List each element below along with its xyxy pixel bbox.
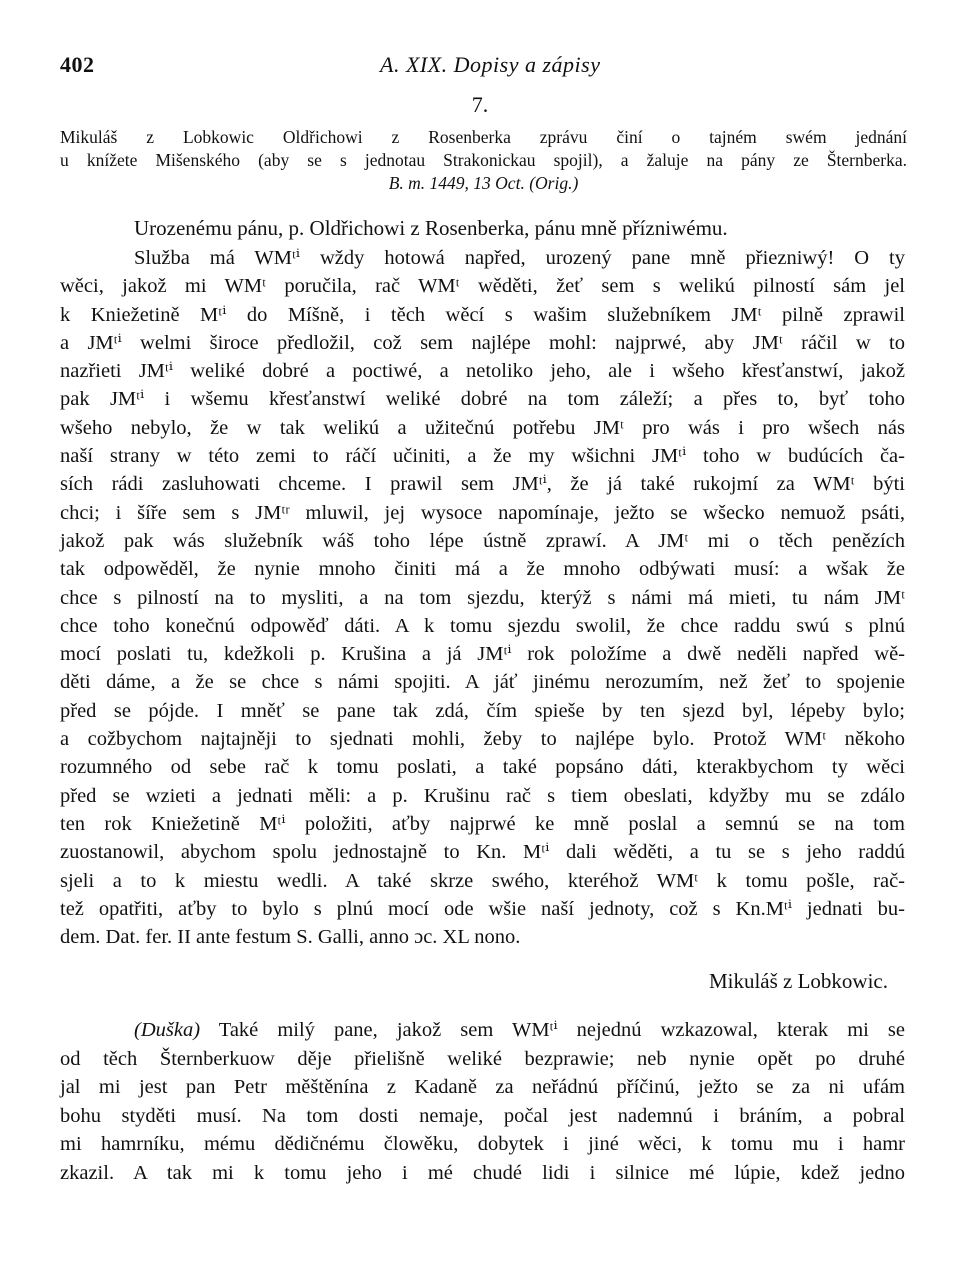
letter-line: wšeho nebylo, že w tak welikú a užitečnú potřebu JMᵗ pro wás i pro wšech nás xyxy=(60,416,905,439)
letter-body xyxy=(60,244,905,951)
letter-line: jakož pak wás služebník wáš toho lépe ústně zprawí. A JMᵗ mi o těch penězích xyxy=(60,529,905,552)
letter-line: před se pójde. I mněť se pane tak zdá, čím spieše by ten sjezd byl, lépeby bylo; xyxy=(60,699,905,722)
postscript-line: od těch Šternberkuow děje přielišně weliké bezprawie; neb nynie opět po druhé xyxy=(60,1047,905,1070)
letter-line: zuostanowil, abychom spolu jednostajně to Kn. Mᵗⁱ dali wěděti, a tu se s jeho raddú xyxy=(60,841,905,864)
postscript-first-text: Také milý pane, jakož sem WMᵗⁱ nejednú wzkazowal, kterak mi se xyxy=(200,1019,905,1041)
letter-line: děti dáme, a že se chce s námi spojiti. A jáť jinému nerozumím, než žeť to spojenie xyxy=(60,671,905,694)
salutation: Urozenému pánu, p. Oldřichowi z Rosenberka, pánu mně přízniwému. xyxy=(134,216,728,240)
letter-line: naší strany w této zemi to ráčí učiniti, a že my wšichni JMᵗⁱ toho w budúcích ča- xyxy=(60,445,905,468)
letter-line: wěci, jakož mi WMᵗ poručila, rač WMᵗ wěděti, žeť sem s welikú pilností sám jel xyxy=(60,275,905,298)
letter-line: chci; i šíře sem s JMᵗʳ mluwil, jej wysoce napomínaje, ježto se wšecko nemuož psáti, xyxy=(60,501,905,524)
document-number: 7. xyxy=(471,92,489,117)
date-line: B. m. 1449, 13 Oct. (Orig.) xyxy=(388,173,579,193)
page-number: 402 xyxy=(60,52,95,77)
postscript-line: jal mi jest pan Petr měštěnína z Kadaně za neřádnú příčinú, ježto se za ni ufám xyxy=(60,1076,905,1099)
letter-line: Služba má WMᵗⁱ wždy hotowá napřed, urozený pane mně přiezniwý! O ty xyxy=(134,247,905,269)
postscript-first-line xyxy=(60,1016,905,1045)
postscript xyxy=(60,1016,905,1188)
letter-line: tež opatřiti, aťby to bylo s plnú mocí ode wšie naší jednoty, což s Kn.Mᵗⁱ jednati bu- xyxy=(60,897,905,920)
letter-line: rozumného od sebe rač k tomu poslati, a také popsáno dáti, kterakbychom ty wěci xyxy=(60,756,905,779)
letter-line: nazřieti JMᵗⁱ weliké dobré a poctiwé, a netoliko jeho, ale i wšeho křesťanstwí, jakož xyxy=(60,360,905,383)
letter-line: pak JMᵗⁱ i wšemu křesťanstwí weliké dobré na tom záleží; a přes to, byť toho xyxy=(60,388,905,411)
summary-line: Mikuláš z Lobkowic Oldřichowi z Rosenberka zprávu činí o tajném swém jednání xyxy=(60,127,907,147)
signature: Mikuláš z Lobkowic. xyxy=(708,969,888,993)
postscript-line: zkazil. A tak mi k tomu jeho i mé chudé lidi i silnice mé lúpie, kdež jedno xyxy=(60,1161,905,1184)
letter-line: před se wzieti a jednati měli: a p. Krušinu rač s tiem obeslati, kdyžby mu se zdálo xyxy=(60,784,905,807)
letter-line: mocí poslati tu, kdežkoli p. Krušina a já JMᵗⁱ rok položíme a dwě neděli napřed wě- xyxy=(60,643,905,666)
letter-line: sjeli a to k miestu wedli. A také skrze swého, kteréhož WMᵗ k tomu pošle, rač- xyxy=(60,869,905,892)
letter-line: sích rádi zasluhowati chceme. I prawil sem JMᵗⁱ, že já také rukojmí za WMᵗ býti xyxy=(60,473,905,496)
summary-line: u knížete Mišenského (aby se s jednotau Strakonickau spojil), a žaluje na pány ze Šternberka. xyxy=(60,150,907,170)
document-summary xyxy=(60,126,907,195)
letter-line: ten rok Kniežetině Mᵗⁱ položiti, aťby najprwé ke mně poslal a semnú se na tom xyxy=(60,812,905,835)
postscript-line: mi hamrníku, mému dědičnému člowěku, dobytek i jiné wěci, k tomu mu i hamr xyxy=(60,1133,905,1156)
letter-line: chce toho konečnú odpowěď dáti. A k tomu sjezdu swolil, že chce raddu swú s plnú xyxy=(60,614,905,637)
letter-line: a JMᵗⁱ welmi široce předložil, což sem najlépe mohl: najprwé, aby JMᵗ ráčil w to xyxy=(60,331,905,354)
postscript-lead: (Duška) xyxy=(134,1019,201,1041)
letter-line: tak odpowěděl, že nynie mnoho činiti má a že mnoho odbýwati musí: a wšak že xyxy=(60,558,905,581)
postscript-line: bohu styděti musí. Na tom dosti nemaje, počal jest nademnú i bráním, a pobral xyxy=(60,1104,905,1127)
letter-line: dem. Dat. fer. II ante festum S. Galli, anno ɔc. XL nono. xyxy=(60,926,521,949)
letter-line: chce s pilností na to mysliti, a na tom sjezdu, kterýž s námi má mieti, tu nám JMᵗ xyxy=(60,586,905,609)
letter-line: k Kniežetině Mᵗⁱ do Míšně, i těch wěcí s wašim služebníkem JMᵗ pilně zprawil xyxy=(60,303,905,326)
letter-line: a cožbychom najtajněji to sjednati mohli, žeby to najlépe bylo. Protož WMᵗ někoho xyxy=(60,728,905,751)
running-head: A. XIX. Dopisy a zápisy xyxy=(380,52,601,77)
